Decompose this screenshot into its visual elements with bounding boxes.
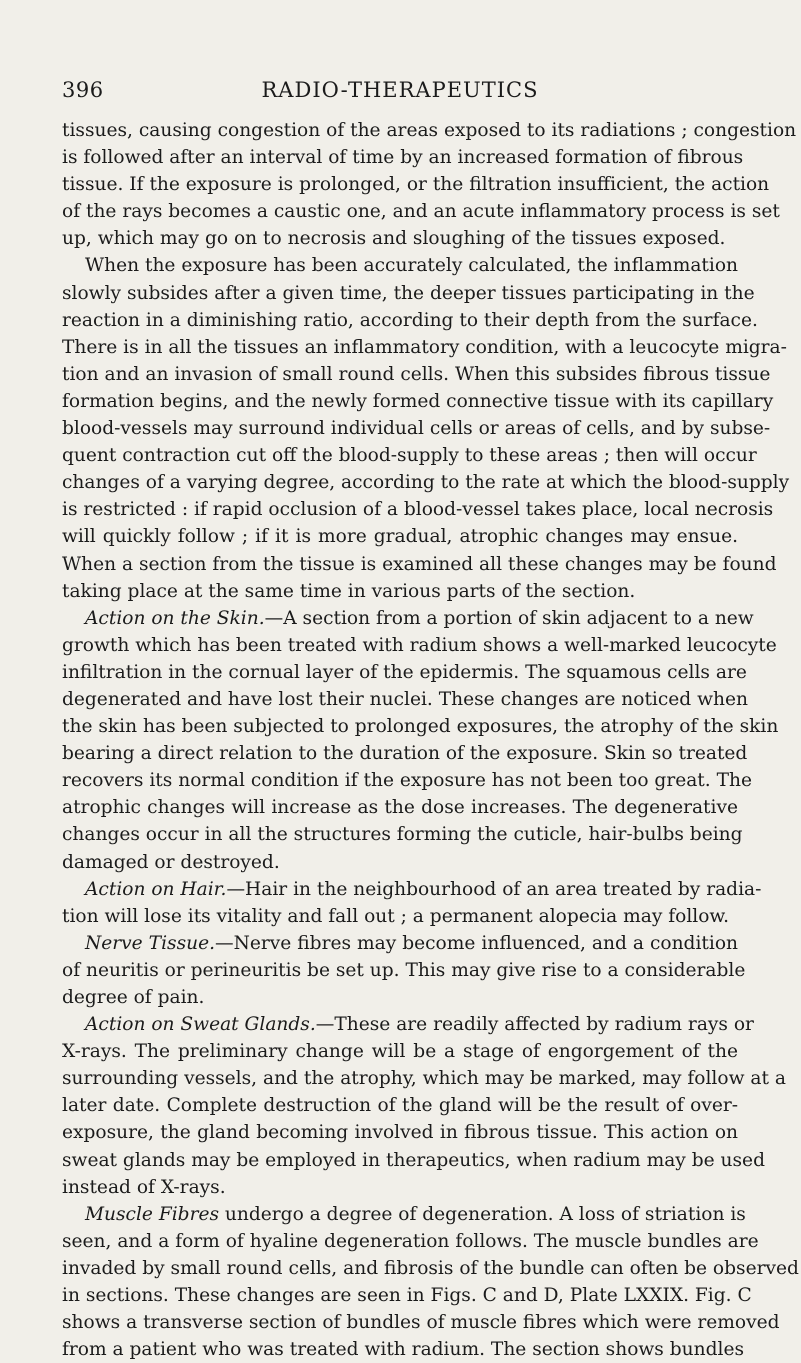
text-line: later date. Complete destruction of the gland will be the result of over- (62, 1095, 738, 1117)
section-heading-muscle-fibres: Muscle Fibres (85, 1203, 220, 1225)
text-line: formation begins, and the newly formed connective tissue with its capillary (62, 390, 774, 412)
text-line: shows a transverse section of bundles of muscle fibres which were removed (62, 1312, 780, 1334)
text-line: taking place at the same time in various parts of the section. (62, 580, 636, 602)
text-line: in sections. These changes are seen in Figs. C and D, Plate LXXIX. Fig. C (62, 1285, 752, 1307)
body-text (62, 117, 799, 1363)
text-line: blood-vessels may surround individual cells or areas of cells, and by subse- (62, 418, 771, 440)
text-line: sweat glands may be employed in therapeutics, when radium may be used (62, 1149, 765, 1171)
text-line: instead of X-rays. (62, 1176, 226, 1198)
text-line: tion will lose its vitality and fall out ; a permanent alopecia may follow. (62, 905, 730, 927)
text-line: changes of a varying degree, according to the rate at which the blood-supply (62, 472, 790, 494)
text-line: recovers its normal condition if the exposure has not been too great. The (62, 770, 752, 792)
text-line: invaded by small round cells, and fibrosis of the bundle can often be observed (62, 1257, 799, 1279)
text-line: up, which may go on to necrosis and sloughing of the tissues exposed. (62, 228, 726, 250)
running-title: RADIO-THERAPEUTICS (261, 78, 539, 102)
text-line: the skin has been subjected to prolonged exposures, the atrophy of the skin (62, 716, 779, 738)
text-line: reaction in a diminishing ratio, according to their depth from the surface. (62, 309, 758, 331)
text-line: degenerated and have lost their nuclei. These changes are noticed when (62, 688, 748, 710)
section-heading-line: Action on Hair.—Hair in the neighbourhood of an area treated by radia- (85, 878, 762, 900)
text-line: surrounding vessels, and the atrophy, which may be marked, may follow at a (62, 1068, 786, 1090)
text-line: will quickly follow ; if it is more gradual, atrophic changes may ensue. (62, 526, 738, 548)
text-line: damaged or destroyed. (62, 851, 280, 873)
text-line: When the exposure has been accurately calculated, the inflammation (85, 255, 739, 277)
page-number: 396 (62, 78, 104, 102)
text-line: atrophic changes will increase as the dose increases. The degenerative (62, 797, 738, 819)
text-line: from a patient who was treated with radium. The section shows bundles (62, 1339, 745, 1361)
text-line: is followed after an interval of time by an increased formation of fibrous (62, 147, 744, 169)
text-line: seen, and a form of hyaline degeneration follows. The muscle bundles are (62, 1230, 759, 1252)
text-line: There is in all the tissues an inflammatory condition, with a leucocyte migra- (62, 336, 787, 358)
text-line: tissue. If the exposure is prolonged, or the filtration insufficient, the action (62, 174, 770, 196)
text-line: quent contraction cut off the blood-supply to these areas ; then will occur (62, 445, 757, 467)
section-heading-action-on-skin: Action on the Skin. (85, 607, 265, 629)
text-line: infiltration in the cornual layer of the epidermis. The squamous cells are (62, 661, 747, 683)
text-line: tion and an invasion of small round cells. When this subsides fibrous tissue (62, 363, 771, 385)
text-line: X-rays. The preliminary change will be a stage of engorgement of the (62, 1041, 738, 1063)
text-line: of neuritis or perineuritis be set up. This may give rise to a considerable (62, 959, 746, 981)
section-heading-line: Muscle Fibres undergo a degree of degeneration. A loss of striation is (85, 1203, 746, 1225)
text-line: changes occur in all the structures forming the cuticle, hair-bulbs being (62, 824, 743, 846)
page-header (62, 78, 738, 108)
text-line: slowly subsides after a given time, the deeper tissues participating in the (62, 282, 755, 304)
text-line: exposure, the gland becoming involved in fibrous tissue. This action on (62, 1122, 738, 1144)
text-line: growth which has been treated with radium shows a well-marked leucocyte (62, 634, 777, 656)
text-line: bearing a direct relation to the duration of the exposure. Skin so treated (62, 743, 748, 765)
section-heading-action-on-hair: Action on Hair. (85, 878, 227, 900)
text-line: tissues, causing congestion of the areas exposed to its radiations ; congestion (62, 120, 797, 141)
section-heading-line: Action on the Skin.—A section from a portion of skin adjacent to a new (85, 607, 754, 629)
text-line: of the rays becomes a caustic one, and an acute inflammatory process is set (62, 201, 780, 223)
text-line: degree of pain. (62, 987, 205, 1008)
text-line: When a section from the tissue is examined all these changes may be found (62, 553, 777, 575)
section-heading-line: Action on Sweat Glands.—These are readily affected by radium rays or (85, 1014, 754, 1036)
section-heading-sweat-glands: Action on Sweat Glands. (85, 1014, 316, 1036)
section-heading-line: Nerve Tissue.—Nerve fibres may become influenced, and a condition (85, 932, 738, 954)
text-line: is restricted : if rapid occlusion of a blood-vessel takes place, local necrosis (62, 499, 774, 521)
section-heading-nerve-tissue: Nerve Tissue. (85, 932, 215, 954)
